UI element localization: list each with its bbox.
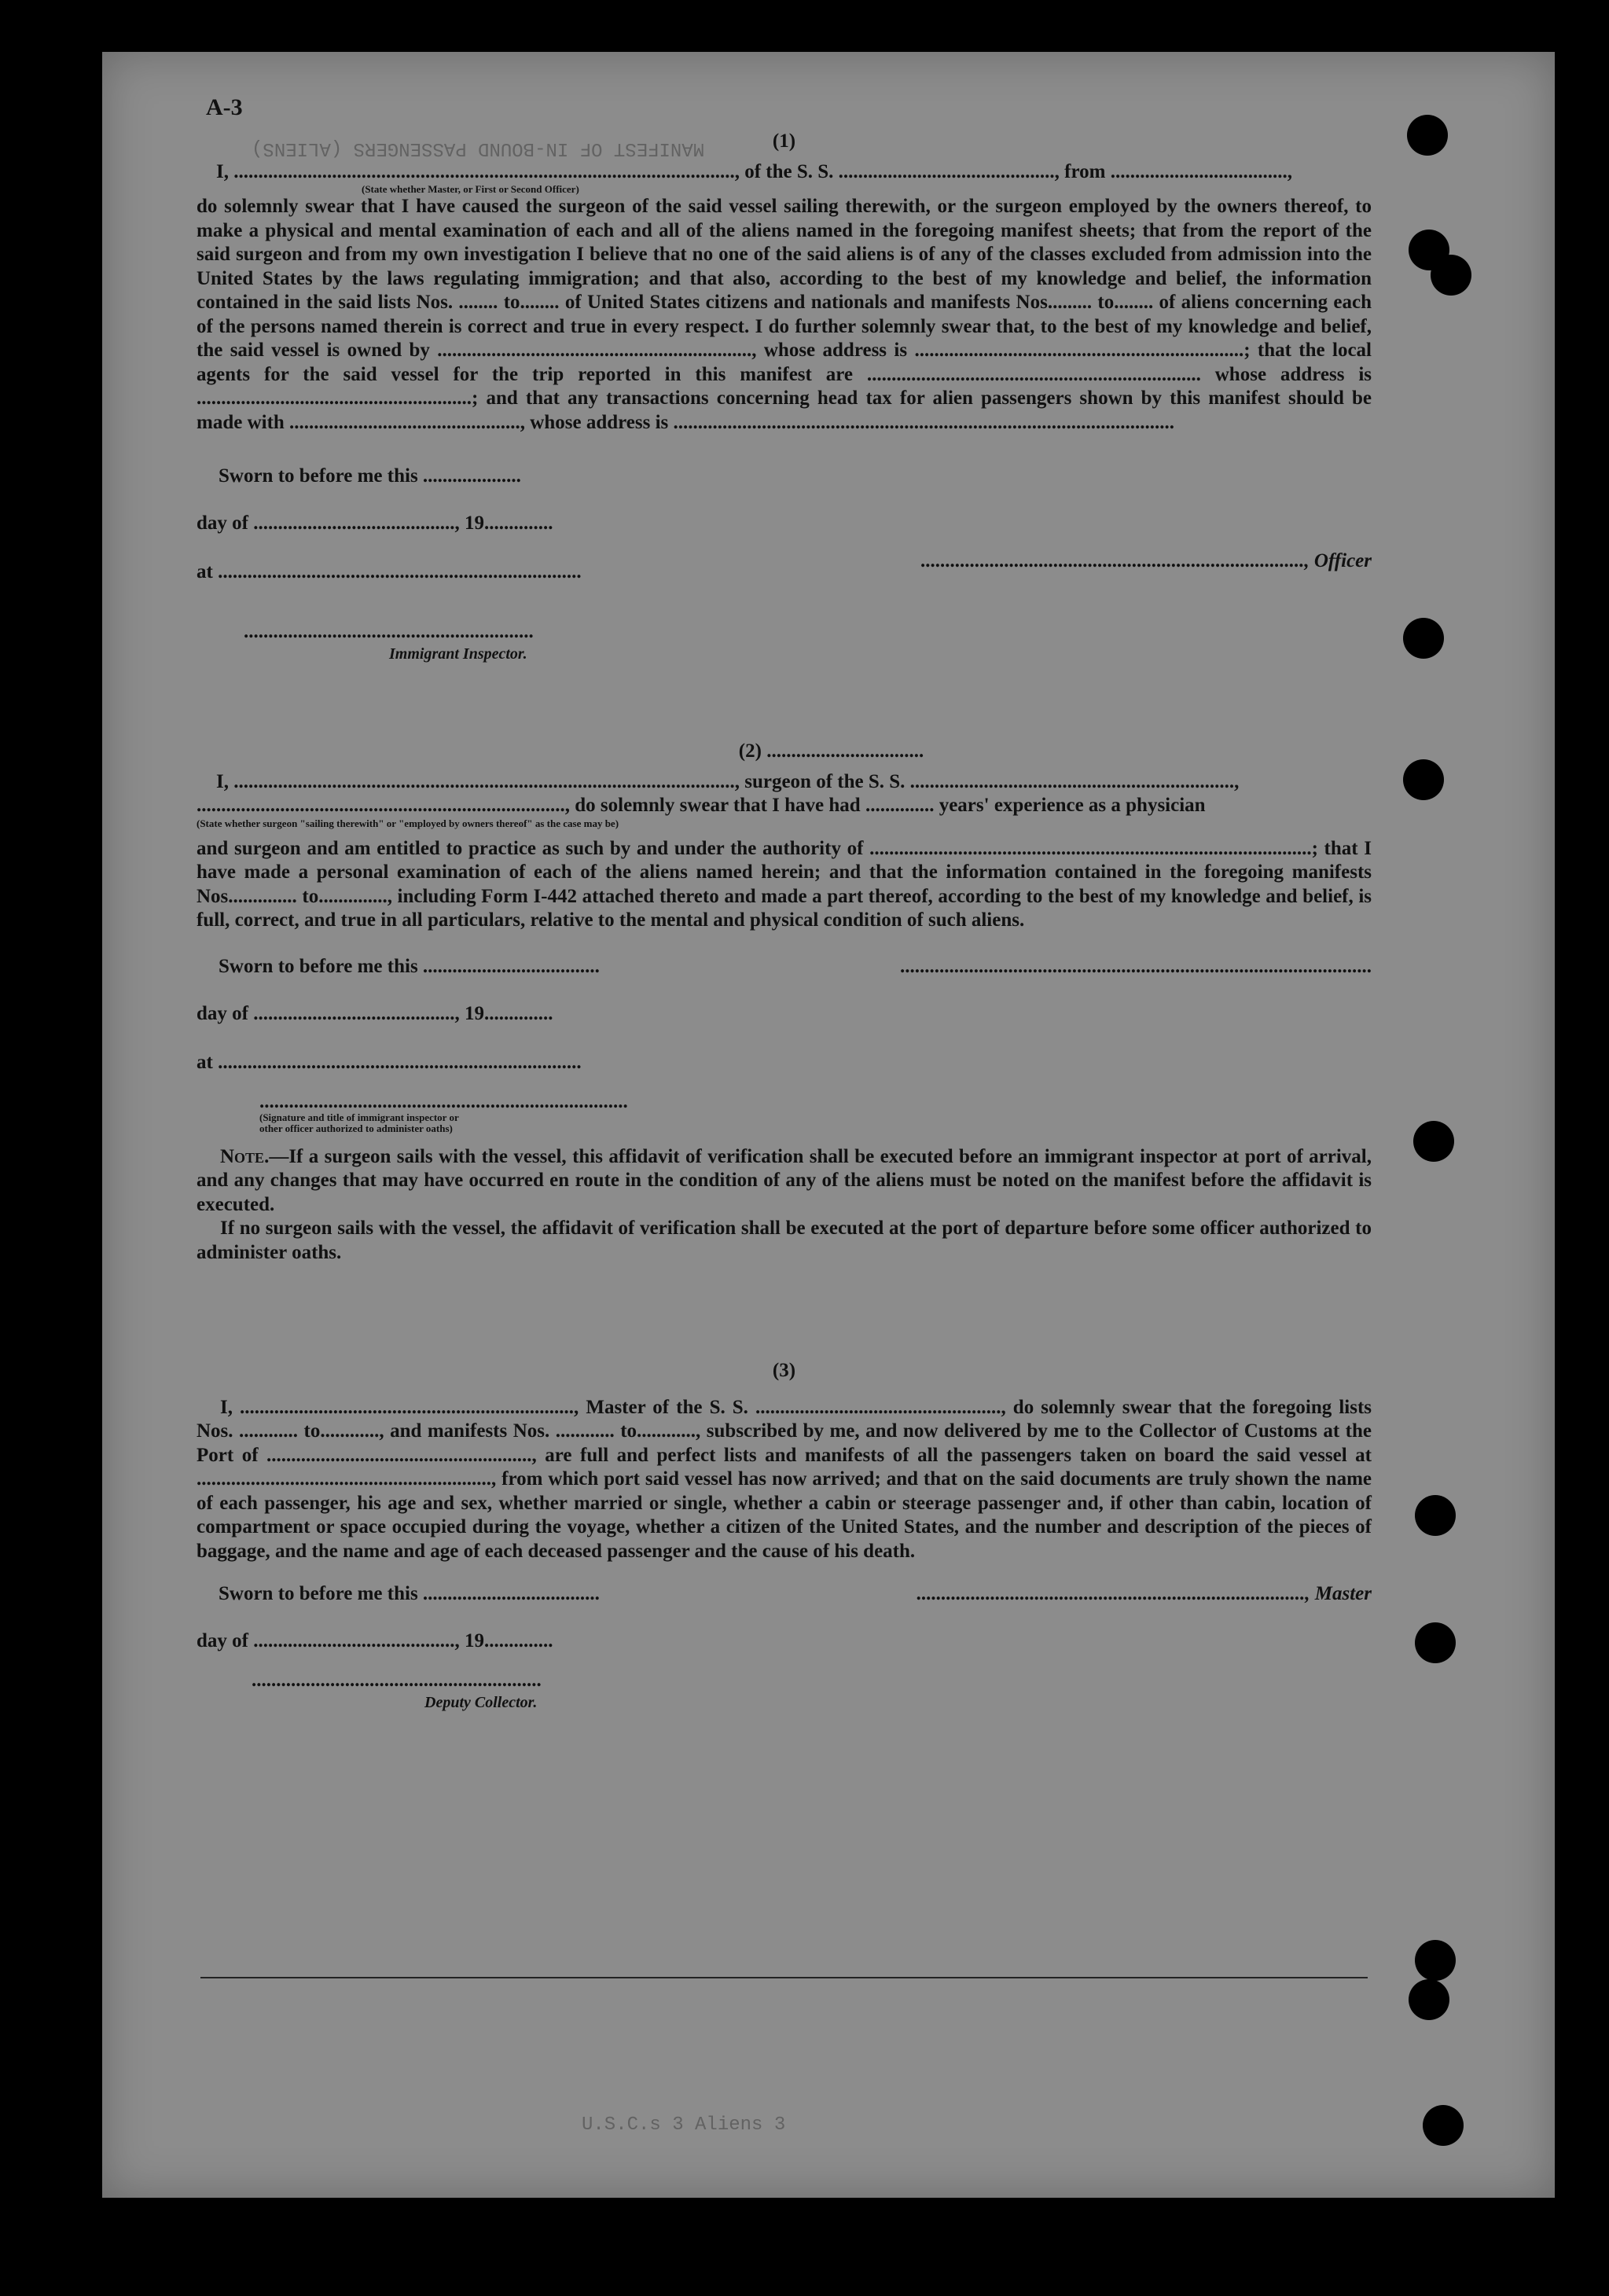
section-2-sworn: Sworn to before me this .................................... [219,955,600,977]
section-3-collector-caption: Deputy Collector. [424,1694,538,1711]
section-3-paragraph: I, ...................................................................., Master of the S. S. .................................................., do solemnly swear that the foregoing lists Nos. ............ to............, and manifests Nos. ............ to............, subscribed by me, and now delivered by me to the Collector of Customs at the Port of ......................................................, are full and perfect lists and manifests of all the passengers taken on board the said vessel at ............................................................, from which port said vessel has now arrived; and that on the said documents are truly shown the name of each passenger, his age and sex, whether married or single, whether a cabin or steerage passenger and, if other than cabin, location of compartment or space occupied during the voyage, whether a citizen of the United States, and the number and description of the pieces of baggage, and the name and age of each deceased passenger and the cause of his death. [197,1396,1372,1562]
section-2-sig-line: ........................................................................... [259,1090,628,1112]
section-2-line1: I, ......................................................................................................, surgeon of the S. S. .................................................................., [216,770,1240,792]
section-2-sig-caption-2: other officer authorized to administer oaths) [259,1122,453,1134]
section-1-at: at .......................................................................... [197,561,582,582]
section-2-at: at .......................................................................... [197,1051,582,1073]
binder-hole [1415,1622,1456,1663]
binder-hole [1415,1495,1456,1536]
binder-hole [1413,1121,1454,1162]
binder-hole [1431,255,1471,296]
section-2-day-of: day of ........................................., 19.............. [197,1002,553,1024]
section-1-caption: (State whether Master, or First or Second Officer) [362,183,579,195]
affidavit-text [197,130,1372,1711]
section-1-line1: I, ......................................................................................................, of the S. S. ............................................, from ...................................., [216,160,1292,182]
section-1-inspector-line: ........................................................... [244,621,534,642]
section-2-note [197,1145,1372,1218]
section-1-number: (1) [772,130,796,152]
section-3-day-of: day of ........................................., 19.............. [197,1630,553,1651]
section-2-sworn-line: ................................................................................................ [900,955,1372,977]
section-1-day-of: day of ........................................., 19.............. [197,512,553,534]
section-3-number: (3) [772,1360,796,1381]
section-2-line2: ..........................................................................., do solemnly swear that I have had .............. years' experience as a physician [197,795,1206,816]
section-1-inspector-caption: Immigrant Inspector. [389,645,527,663]
binder-hole [1415,1940,1456,1981]
section-2-caption: (State whether surgeon "sailing therewith" or "employed by owners thereof" as the case may be) [197,817,619,829]
note-text: —If a surgeon sails with the vessel, this affidavit of verification shall be executed before an immigrant inspector at port of arrival, and any changes that may have occurred en route in the condition of any of the aliens must be noted on the manifest before the affidavit is executed. [197,1145,1372,1215]
section-1-sworn: Sworn to before me this .................... [219,465,521,487]
section-1-officer: .............................................................................., Officer [920,550,1372,571]
handwritten-mark: A-3 [206,94,243,120]
section-1-paragraph: do solemnly swear that I have caused the surgeon of the said vessel sailing therewith, or the surgeon employed by the owners thereof, to make a physical and mental examination of each and all of the aliens named in the foregoing manifest sheets; that from the report of the said surgeon and from my own investigation I believe that no one of the said aliens is of any of the classes excluded from admission into the United States by the laws regulating immigration; and that also, according to the best of my knowledge and belief, the information contained in the said lists Nos. ........ to........ of United States citizens and nationals and manifests Nos......... to........ of aliens concerning each of the persons named therein is correct and true in every respect. I do further solemnly swear that, to the best of my knowledge and belief, the said vessel is owned by ................................................................, whose address is ...................................................................; that the local agents for the said vessel for the trip reported in this manifest are .................................................................... whose address is ........................................................; and that any transactions concerning head tax for alien passengers shown by this manifest should be made with ..............................................., whose address is ...................................................................................................... [197,196,1372,433]
section-2-sig-caption-1: (Signature and title of immigrant inspector or [259,1111,459,1123]
section-3-collector-line: ........................................................... [252,1670,542,1691]
binder-hole [1409,1979,1449,2020]
binder-hole [1423,2105,1464,2146]
section-3-sworn: Sworn to before me this .................................... [219,1583,600,1604]
bleed-through-header: MANIFEST OF IN-BOUND PASSENGERS (ALIENS) [252,138,705,159]
binder-hole [1403,618,1444,659]
section-3-master: ..............................................................................., Master [917,1583,1372,1604]
section-2-paragraph: and surgeon and am entitled to practice as such by and under the authority of ..........................................................................................; that I have made a personal examination of each of the aliens named herein; and that the information contained in the foregoing manifests Nos.............. to.............., including Form I-442 attached thereto and made a part thereof, according to the best of my knowledge and belief, is full, correct, and true in all particulars, relative to the mental and physical condition of such aliens. [197,837,1372,931]
bleed-through-footer: U.S.C.s 3 Aliens 3 [582,2114,786,2136]
binder-hole [1403,759,1444,800]
section-2-note2: If no surgeon sails with the vessel, the affidavit of verification shall be executed at the port of departure before some officer authorized to administer oaths. [197,1218,1372,1263]
note-label: Note. [220,1145,270,1167]
section-2-number: (2) ................................ [738,740,924,762]
binder-hole [1407,115,1448,156]
bottom-rule [200,1977,1368,1978]
